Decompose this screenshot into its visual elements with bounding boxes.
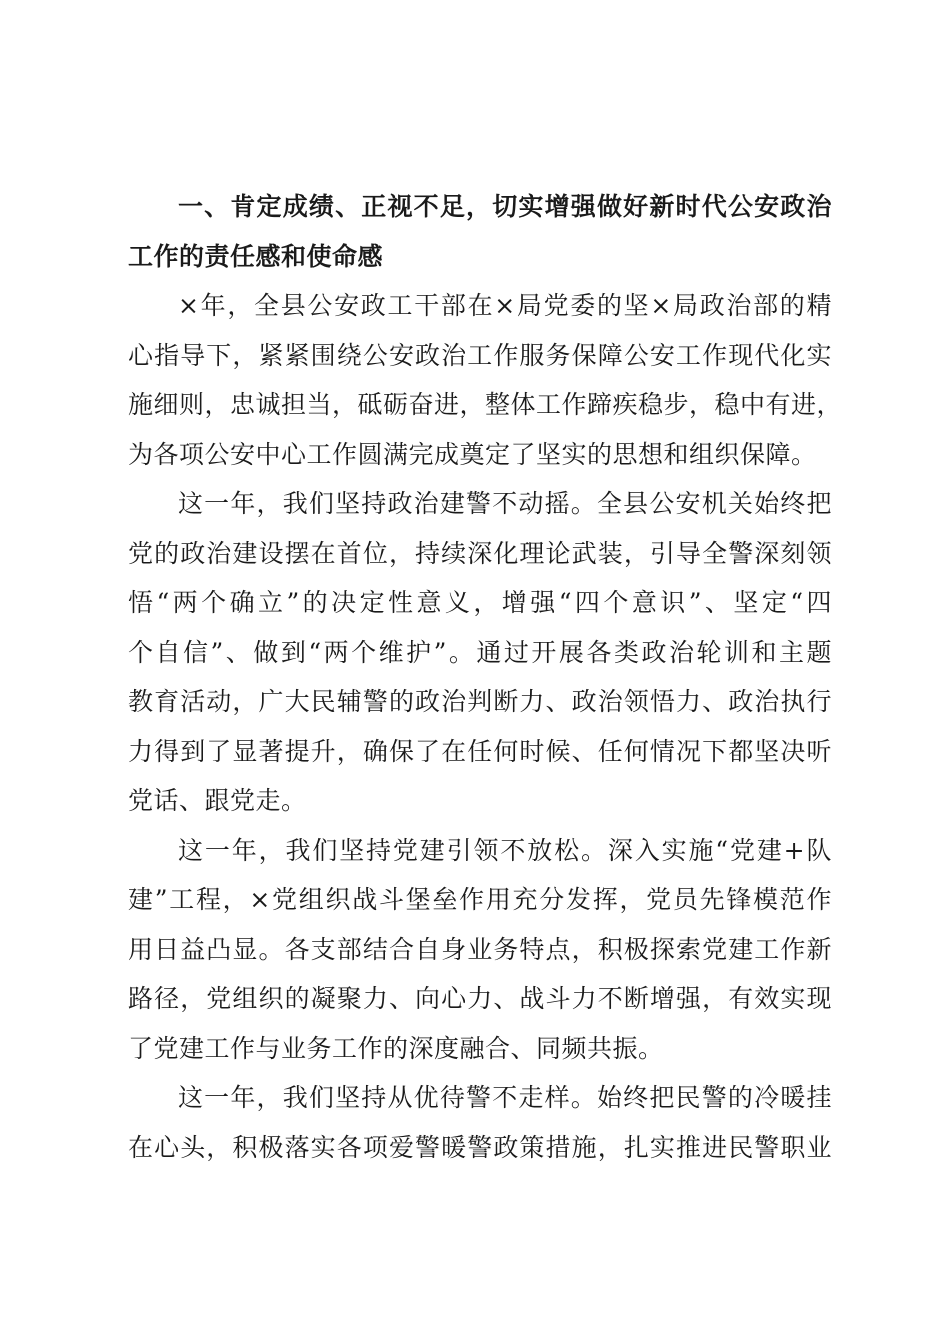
paragraph-line: 为各项公安中心工作圆满完成奠定了坚实的思想和组织保障。 [128,439,817,469]
paragraph-line: 施细则，忠诚担当，砥砺奋进，整体工作蹄疾稳步，稳中有进， [128,390,843,419]
paragraph-line: 悟“两个确立”的决定性意义，增强“四个意识”、坚定“四 [128,588,832,617]
paragraph-line: 这一年，我们坚持党建引领不放松。深入实施“党建+队 [178,835,832,865]
paragraph-line: 在心头，积极落实各项爱警暖警政策措施，扎实推进民警职业 [128,1132,832,1162]
heading-line: 一、肯定成绩、正视不足，切实增强做好新时代公安政治 [178,192,832,221]
paragraph-line: 路径，党组织的凝聚力、向心力、战斗力不断增强，有效实现 [128,984,832,1013]
paragraph [128,1073,832,1172]
paragraph-line: 党的政治建设摆在首位，持续深化理论武装，引导全警深刻领 [128,538,832,568]
paragraph-line: 个自信”、做到“两个维护”。通过开展各类政治轮训和主题 [128,637,832,667]
heading-line: 工作的责任感和使命感 [128,241,384,271]
document-body [128,182,843,1172]
paragraph-line: 了党建工作与业务工作的深度融合、同频共振。 [128,1033,664,1063]
paragraph-line: 教育活动，广大民辅警的政治判断力、政治领悟力、政治执行 [128,687,832,716]
paragraph-line: 这一年，我们坚持政治建警不动摇。全县公安机关始终把 [178,489,832,518]
paragraph-line: 党话、跟党走。 [128,786,307,815]
paragraph-line: 用日益凸显。各支部结合自身业务特点，积极探索党建工作新 [128,934,832,964]
paragraph-line: 心指导下，紧紧围绕公安政治工作服务保障公安工作现代化实 [128,340,832,370]
paragraph-line: 建”工程，×党组织战斗堡垒作用充分发挥，党员先锋模范作 [128,885,832,914]
section-heading [128,182,832,281]
paragraph-line: 这一年，我们坚持从优待警不走样。始终把民警的冷暖挂 [178,1083,832,1112]
paragraph [128,281,843,479]
paragraph-line: ×年，全县公安政工干部在×局党委的坚×局政治部的精 [178,291,832,320]
paragraph [128,479,832,826]
paragraph-line: 力得到了显著提升，确保了在任何时候、任何情况下都坚决听 [128,736,832,766]
paragraph [128,826,832,1074]
